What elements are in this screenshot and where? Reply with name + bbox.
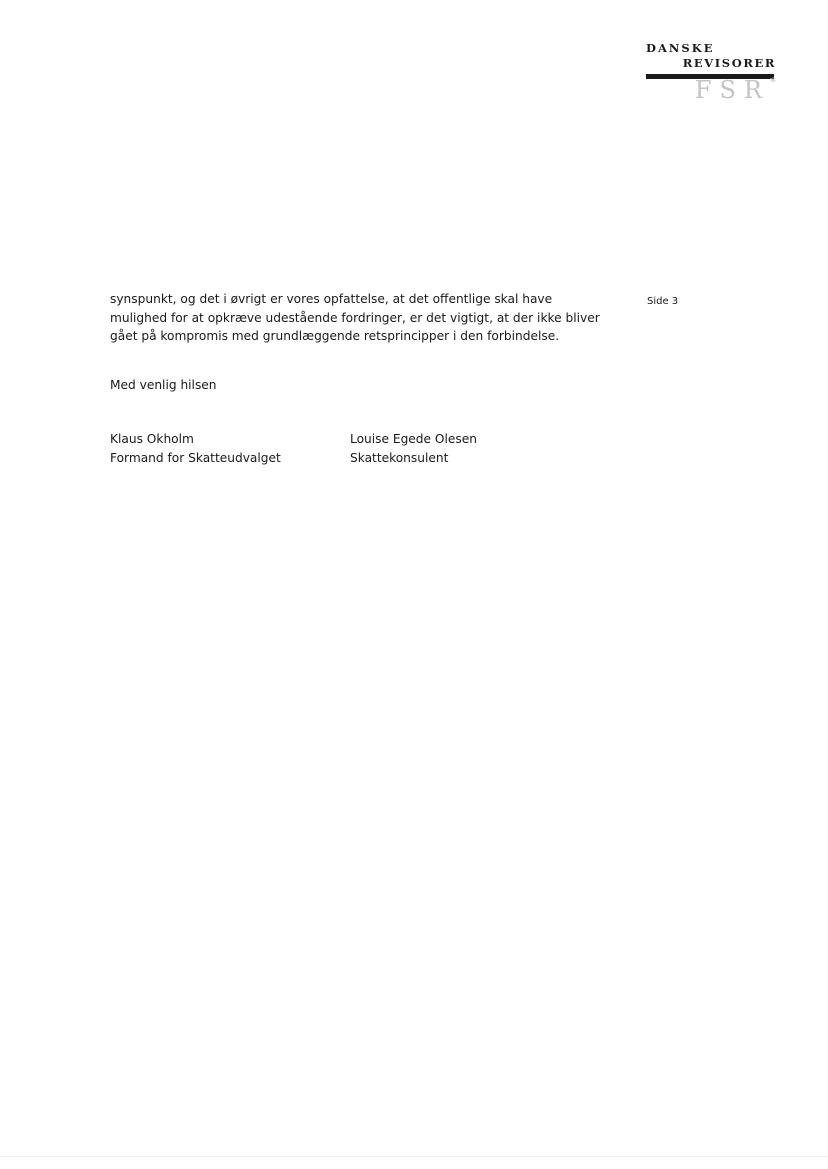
body-line: synspunkt, og det i øvrigt er vores opfattelse, at det offentlige skal have xyxy=(110,292,553,306)
fsr-mark-text: FSR xyxy=(694,76,770,104)
fsr-mark-asterisk: * xyxy=(770,75,776,89)
signatory-name: Klaus Okholm xyxy=(110,432,194,446)
body-line: mulighed for at opkræve udestående fordringer, er det vigtigt, at der ikke bliver xyxy=(110,310,600,325)
body-line: gået på kompromis med grundlæggende retsprincipper i den forbindelse. xyxy=(110,329,560,343)
signatory-title: Skattekonsulent xyxy=(350,450,449,465)
logo-text-line2: REVISORER xyxy=(682,56,776,70)
logo-text-line1: DANSKE xyxy=(646,41,715,55)
closing-greeting: Med venlig hilsen xyxy=(110,378,217,392)
fsr-mark xyxy=(694,75,776,104)
body-paragraph xyxy=(110,290,620,346)
signatory-name: Louise Egede Olesen xyxy=(350,432,477,446)
page-marker: Side 3 xyxy=(647,296,679,307)
signatory-block xyxy=(350,430,477,467)
signatory-title: Formand for Skatteudvalget xyxy=(110,450,281,465)
signatory-block xyxy=(110,430,281,467)
page-bottom-edge xyxy=(0,1156,828,1157)
